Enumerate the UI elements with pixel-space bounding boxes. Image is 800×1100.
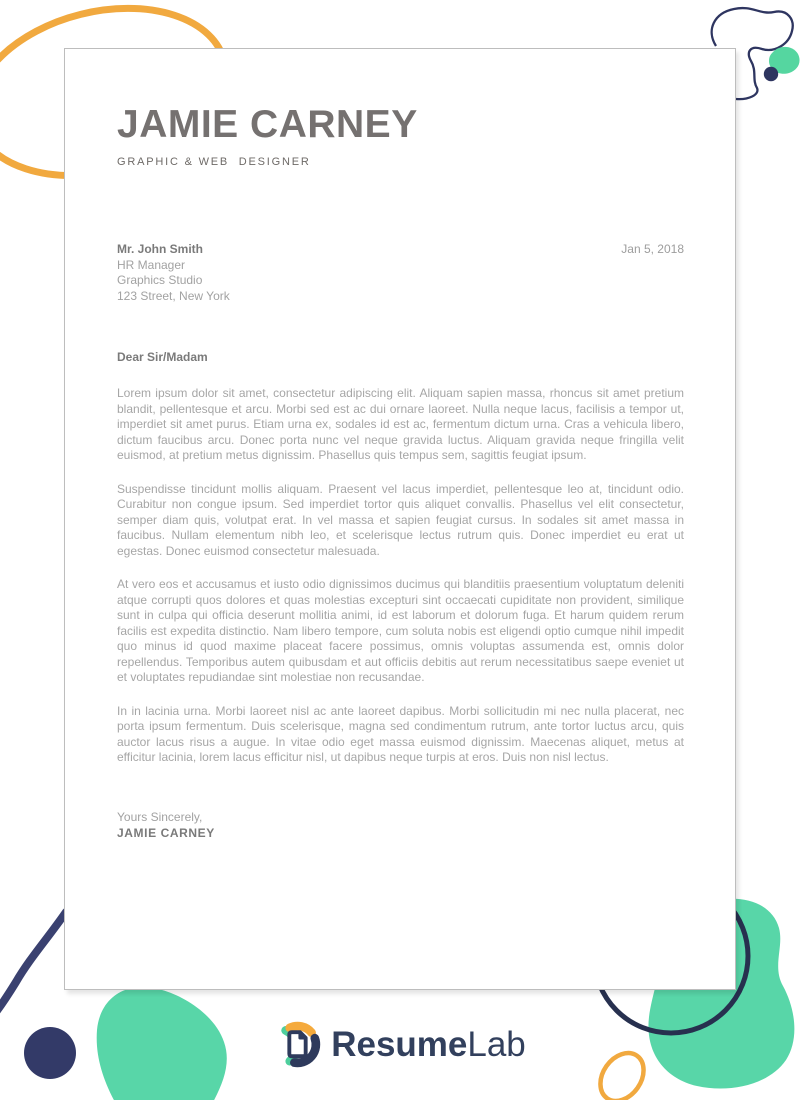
closing-line: Yours Sincerely, [117,809,203,824]
recipient-address: 123 Street, New York [117,288,230,303]
salutation: Dear Sir/Madam [117,350,208,364]
letter-date: Jan 5, 2018 [621,242,684,256]
resumelab-wordmark [331,1021,526,1068]
recipient-and-date-row [117,242,684,304]
letter-page [64,48,736,990]
body-paragraph-3: At vero eos et accusamus et iusto odio dignissimos ducimus qui blanditiis praesentium voluptatum deleniti atque corrupti quos dolores et quas molestias excepturi sint occaecati cupiditate non provident, similique sunt in culpa qui officia deserunt mollitia animi, id est laborum et dolorum fuga. Et harum quidem rerum facilis est expedita distinctio. Nam libero tempore, cum soluta nobis est eligendi optio cumque nihil impedit quo minus id quod maxime placeat facere possimus, omnis voluptas assumenda est, omnis dolor repellendus. Temporibus autem quibusdam et aut officiis debitis aut rerum necessitatibus saepe eveniet ut et voluptates repudiandae sint molestiae non recusandae. [117,577,684,684]
recipient-job-title: HR Manager [117,257,186,272]
recipient-name: Mr. John Smith [117,242,204,256]
applicant-job-title: GRAPHIC & WEB DESIGNER [117,156,311,168]
recipient-block [117,242,230,304]
body-paragraph-4: In in lacinia urna. Morbi laoreet nisl ac ante laoreet dapibus. Morbi sollicitudin mi nec nulla placerat, nec porta ipsum fermentum. Duis scelerisque, magna sed condimentum rutrum, ante tortor luctus arcu, quis auctor lacus risus a augue. In vitae odio eget massa euismod dignissim. Maecenas aliquet, metus at efficitur lacinia, lorem lacus efficitur nisl, ut dapibus neque turpis at eros. Duis non nisl lectus. [117,703,684,764]
navy-dot-icon [764,67,778,81]
resumelab-logo [0,1021,800,1068]
body-paragraph-1: Lorem ipsum dolor sit amet, consectetur adipiscing elit. Aliquam sapien massa, rhoncus sit amet pretium blandit, pellentesque et arcu. Morbi sed est ac dui ornare laoreet. Nulla neque lacus, facilisis a tempor ut, imperdiet sit amet purus. Etiam urna ex, sodales id est ac, fermentum dictum urna. Cras a vehicula libero, dictum faucibus arcu. Donec porta nunc vel neque gravida luctus. Aliquam gravida neque fringilla velit euismod, at pretium metus dignissim. Phasellus quis tempus sem, sagittis feugiat ipsum. [117,386,684,462]
resumelab-logo-icon [274,1021,321,1068]
applicant-name: JAMIE CARNEY [117,103,418,146]
signature-name: JAMIE CARNEY [117,826,215,840]
body-paragraph-2: Suspendisse tincidunt mollis aliquam. Praesent vel lacus imperdiet, pellentesque leo at, tincidunt odio. Curabitur non congue ipsum. Sed imperdiet tortor quis aliquet convallis. Phasellus vel elit consectetur, semper diam quis, volutpat erat. In vel massa et sapien feugiat cursus. In sodales sit amet massa in faucibus. Nullam elementum nibh leo, et scelerisque lectus rutrum quis. Donec imperdiet eu erat ut egestas. Donec euismod consectetur malesuada. [117,481,684,558]
recipient-company: Graphics Studio [117,273,203,287]
wordmark-resume: Resume [331,1025,468,1064]
navy-curve-line-icon [0,912,66,1012]
wordmark-lab: Lab [467,1025,526,1064]
